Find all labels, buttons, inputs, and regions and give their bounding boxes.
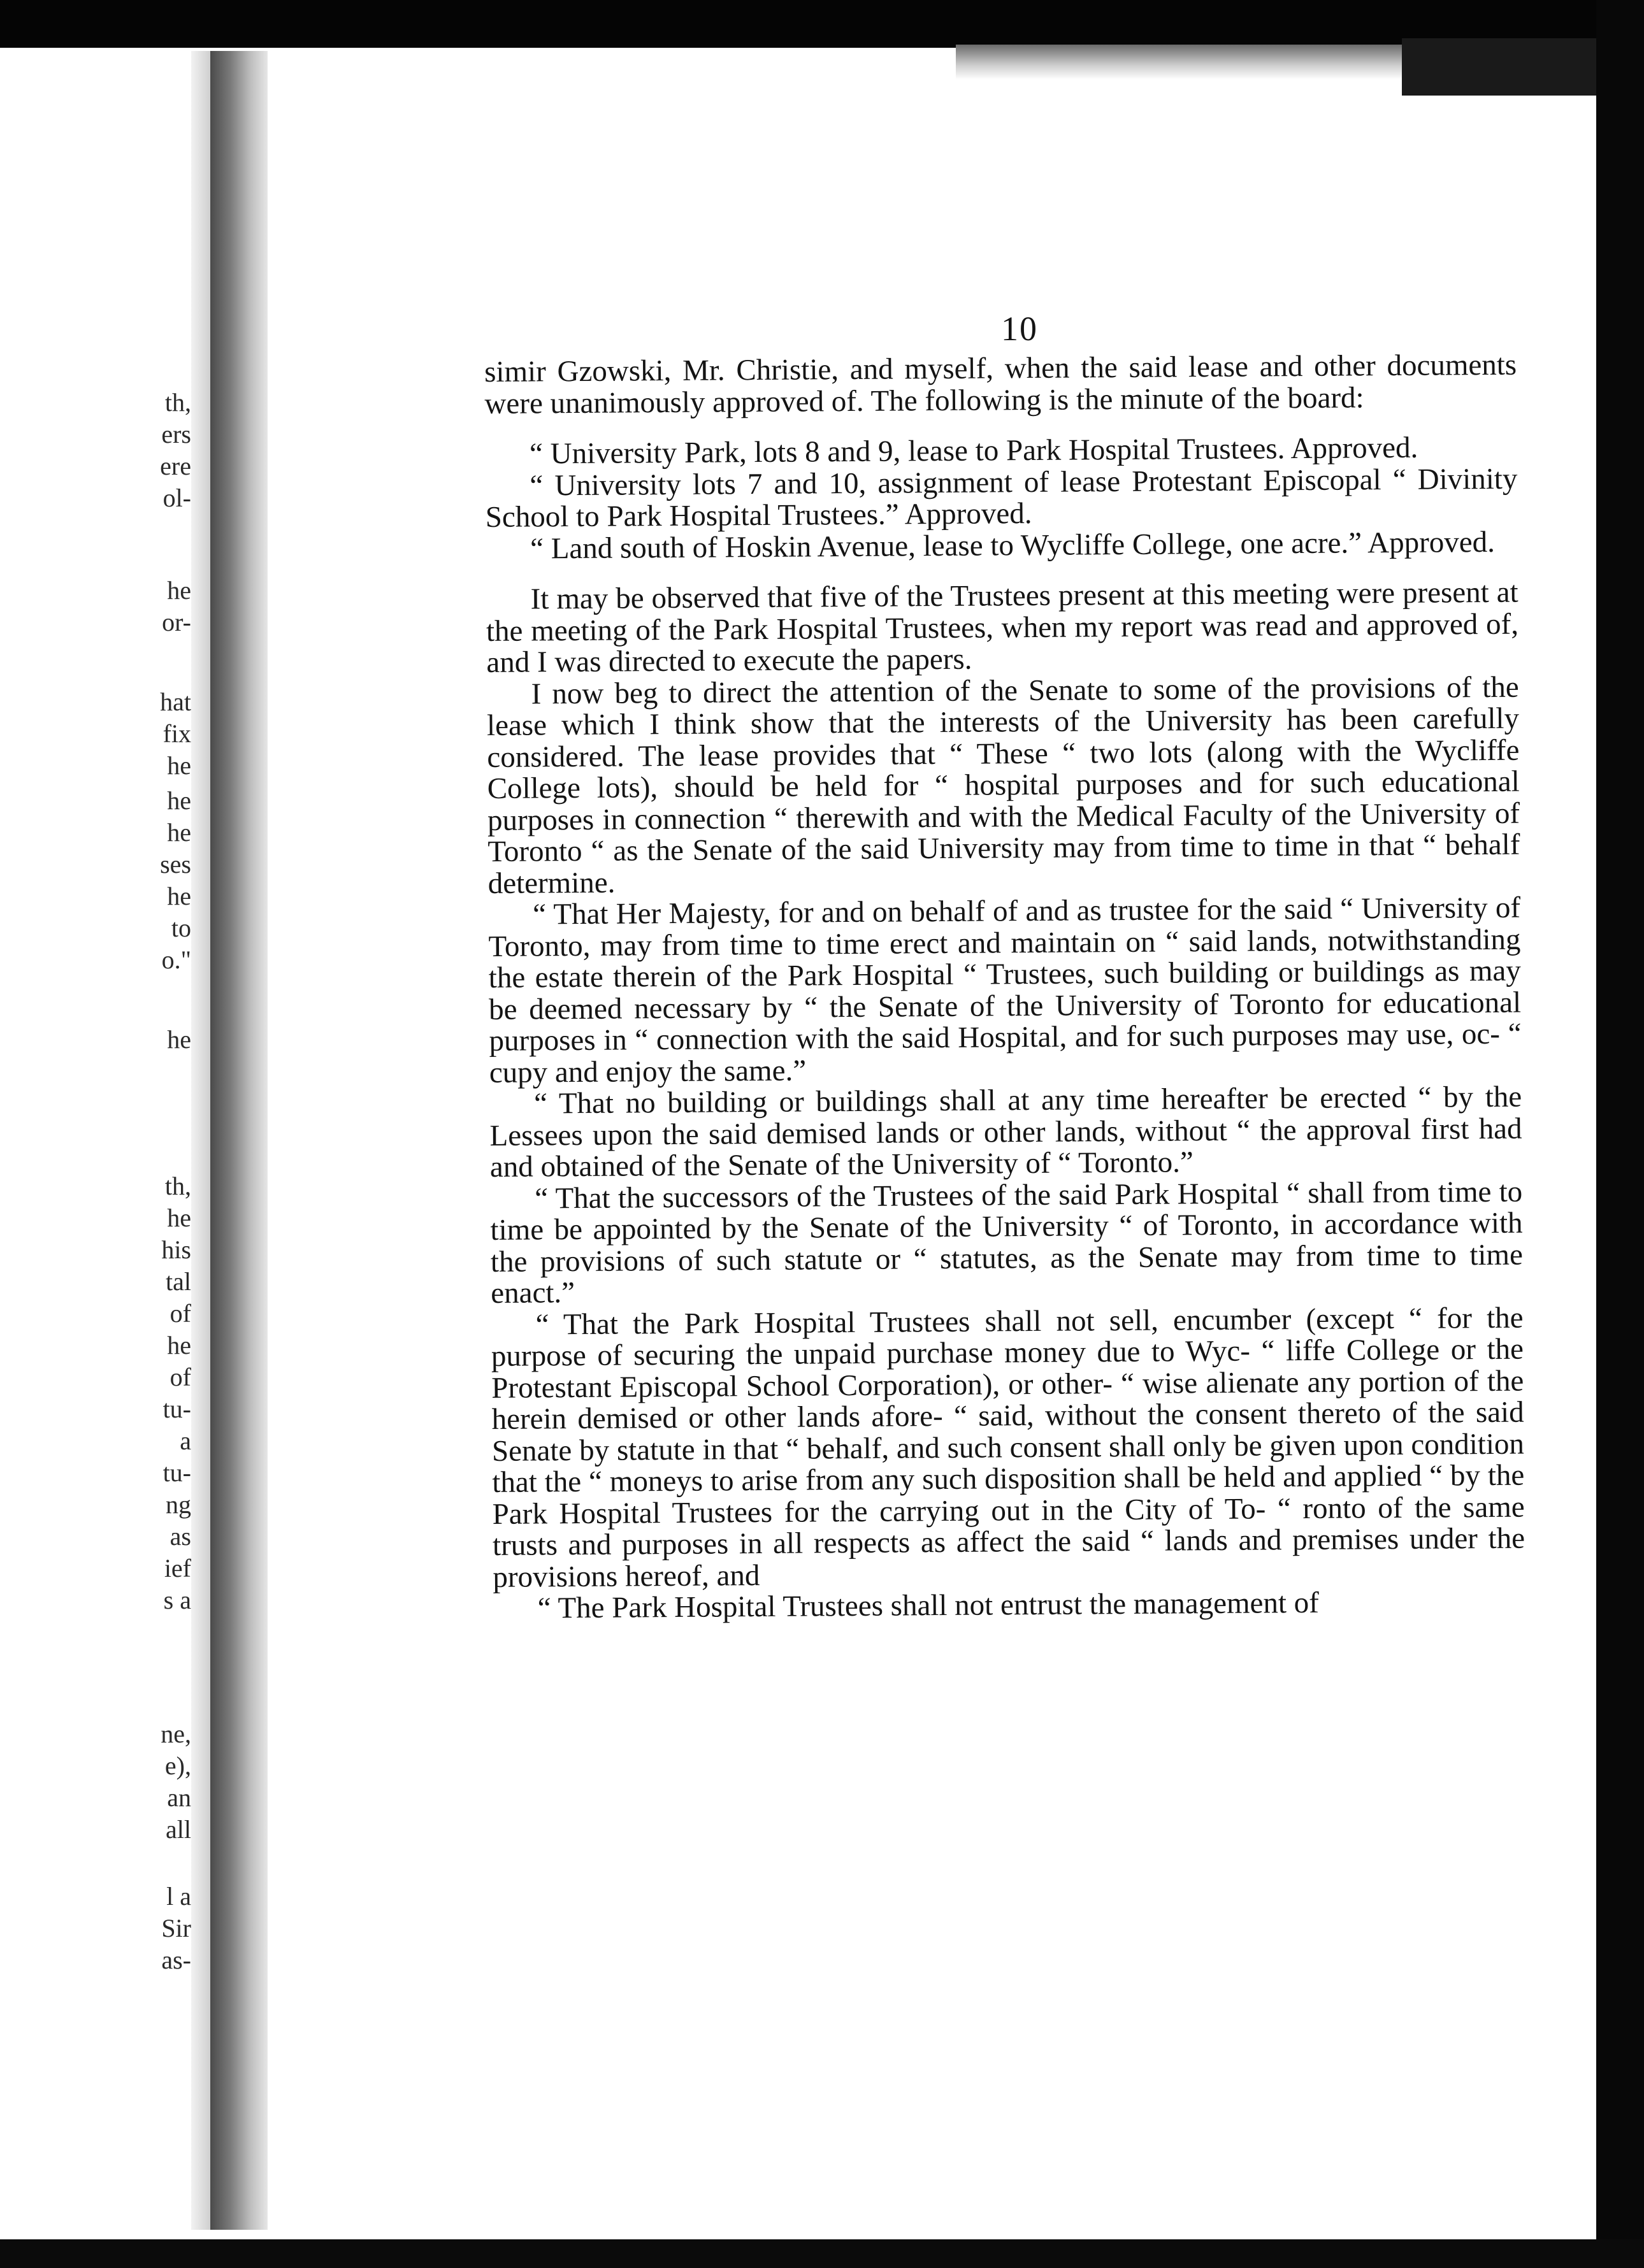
paragraph: “ University lots 7 and 10, assignment of lease Protestant Episcopal “ Divinity School to Park Hospital Trustees.” Approved. bbox=[485, 462, 1518, 534]
left-fragment: he bbox=[167, 786, 191, 815]
left-fragment: ol- bbox=[162, 484, 191, 512]
left-fragment: tu- bbox=[162, 1458, 191, 1487]
left-fragment: ere bbox=[160, 452, 191, 480]
left-fragment: an bbox=[167, 1783, 191, 1812]
left-fragment: all bbox=[166, 1815, 191, 1844]
left-fragment: o." bbox=[161, 945, 191, 974]
book-gutter-shadow bbox=[191, 51, 210, 2230]
paragraph: “ That the Park Hospital Trustees shall not sell, encumber (except “ for the purpose of securing the unpaid purchase money due to Wyc- “ liffe College or the Protestant Episcopal School Corporation), or other- “ wise alienate any portion of the herein demised or other lands afore- “ said, without the consent thereto of the said Senate by statute in that “ behalf, and such consent shall only be given upon condition that the “ moneys to arise from any such disposition shall be held and applied “ by the Park Hospital Trustees for the carrying out in the City of To- “ ronto of the same trusts and purposes in all respects as affect the said “ lands and premises under the provisions hereof, and bbox=[491, 1301, 1525, 1594]
left-fragment: he bbox=[167, 751, 191, 780]
page-number: 10 bbox=[1001, 310, 1038, 348]
left-page-fragments bbox=[0, 0, 191, 2230]
left-fragment: he bbox=[167, 1203, 191, 1232]
left-fragment: he bbox=[167, 1025, 191, 1054]
left-fragment: s a bbox=[163, 1586, 191, 1614]
paragraph: “ Land south of Hoskin Avenue, lease to Wycliffe College, one acre.” Approved. bbox=[530, 525, 1496, 566]
left-fragment: as bbox=[169, 1522, 191, 1551]
left-fragment: a bbox=[180, 1426, 191, 1455]
page-body bbox=[484, 350, 1525, 1625]
paragraph: I now beg to direct the attention of the Senate to some of the provisions of the lease which I think show that the interests of the University has been carefully considered. The lease provides that “ These “ two lots (along with the Wycliffe College lots), should be held for “ hospital purposes and for such educational purposes in connection “ therewith and with the Medical Faculty of the University of Toronto “ as the Senate of the said University may from time to time in that “ behalf determine. bbox=[486, 670, 1520, 900]
left-fragment: e), bbox=[164, 1751, 191, 1780]
paragraph: simir Gzowski, Mr. Christie, and myself, when the said lease and other documents were unanimously approved of. The following is the minute of the board: bbox=[484, 348, 1517, 420]
left-fragment: ief bbox=[164, 1554, 191, 1583]
paragraph: It may be observed that five of the Trustees present at this meeting were present at the meeting of the Park Hospital Trustees, when my report was read and approved of, and I was directed to execute the papers. bbox=[486, 575, 1519, 679]
left-fragment: he bbox=[167, 576, 191, 605]
left-fragment: his bbox=[161, 1235, 191, 1264]
scan-right-border bbox=[1596, 0, 1644, 2268]
left-fragment: he bbox=[167, 818, 191, 847]
paragraph: “ University Park, lots 8 and 9, lease to Park Hospital Trustees. Approved. bbox=[529, 431, 1418, 471]
book-gutter bbox=[210, 51, 268, 2230]
left-fragment: of bbox=[169, 1363, 191, 1391]
left-fragment: ne, bbox=[161, 1719, 191, 1748]
left-fragment: ses bbox=[160, 850, 191, 879]
left-fragment: or- bbox=[162, 608, 191, 636]
left-fragment: tal bbox=[166, 1267, 191, 1296]
paragraph: “ That Her Majesty, for and on behalf of and as trustee for the said “ University of Toronto, may from time to time erect and maintain on “ said lands, notwithstanding the estate therein of the Park Hospital “ Trustees, such building or buildings as may be deemed necessary by “ the Senate of the University of Toronto for educational purposes in “ connection with the said Hospital, and for such purposes may use, oc- “ cupy and enjoy the same.” bbox=[488, 891, 1522, 1089]
left-fragment: ng bbox=[166, 1490, 191, 1519]
left-fragment: he bbox=[167, 1331, 191, 1360]
paragraph: “ That no building or buildings shall at any time hereafter be erected “ by the Lessees upon the said demised lands or other lands, without “ the approval first had and obtained of the Senate of the University of “ Toronto.” bbox=[489, 1080, 1522, 1184]
left-fragment: fix bbox=[162, 719, 191, 748]
scan-top-shadow bbox=[956, 45, 1402, 80]
scan-top-border bbox=[0, 0, 1644, 48]
left-fragment: he bbox=[167, 882, 191, 910]
paragraph: “ The Park Hospital Trustees shall not entrust the management of bbox=[537, 1586, 1320, 1625]
paragraph: “ That the successors of the Trustees of the said Park Hospital “ shall from time to time be appointed by the Senate of the University “ of Toronto, in accordance with the provisions of such statute or “ statutes, as the Senate may from time to time enact.” bbox=[490, 1175, 1524, 1310]
left-fragment: to bbox=[171, 914, 191, 942]
left-fragment: ers bbox=[161, 420, 191, 449]
left-fragment: th, bbox=[164, 1172, 191, 1200]
left-fragment: hat bbox=[160, 687, 191, 716]
left-fragment: Sir bbox=[161, 1914, 191, 1942]
left-fragment: as- bbox=[161, 1946, 191, 1974]
left-fragment: l a bbox=[166, 1882, 191, 1911]
left-fragment: th, bbox=[164, 388, 191, 417]
left-fragment: tu- bbox=[162, 1395, 191, 1423]
left-fragment: of bbox=[169, 1299, 191, 1328]
scan-bottom-border bbox=[0, 2239, 1644, 2268]
